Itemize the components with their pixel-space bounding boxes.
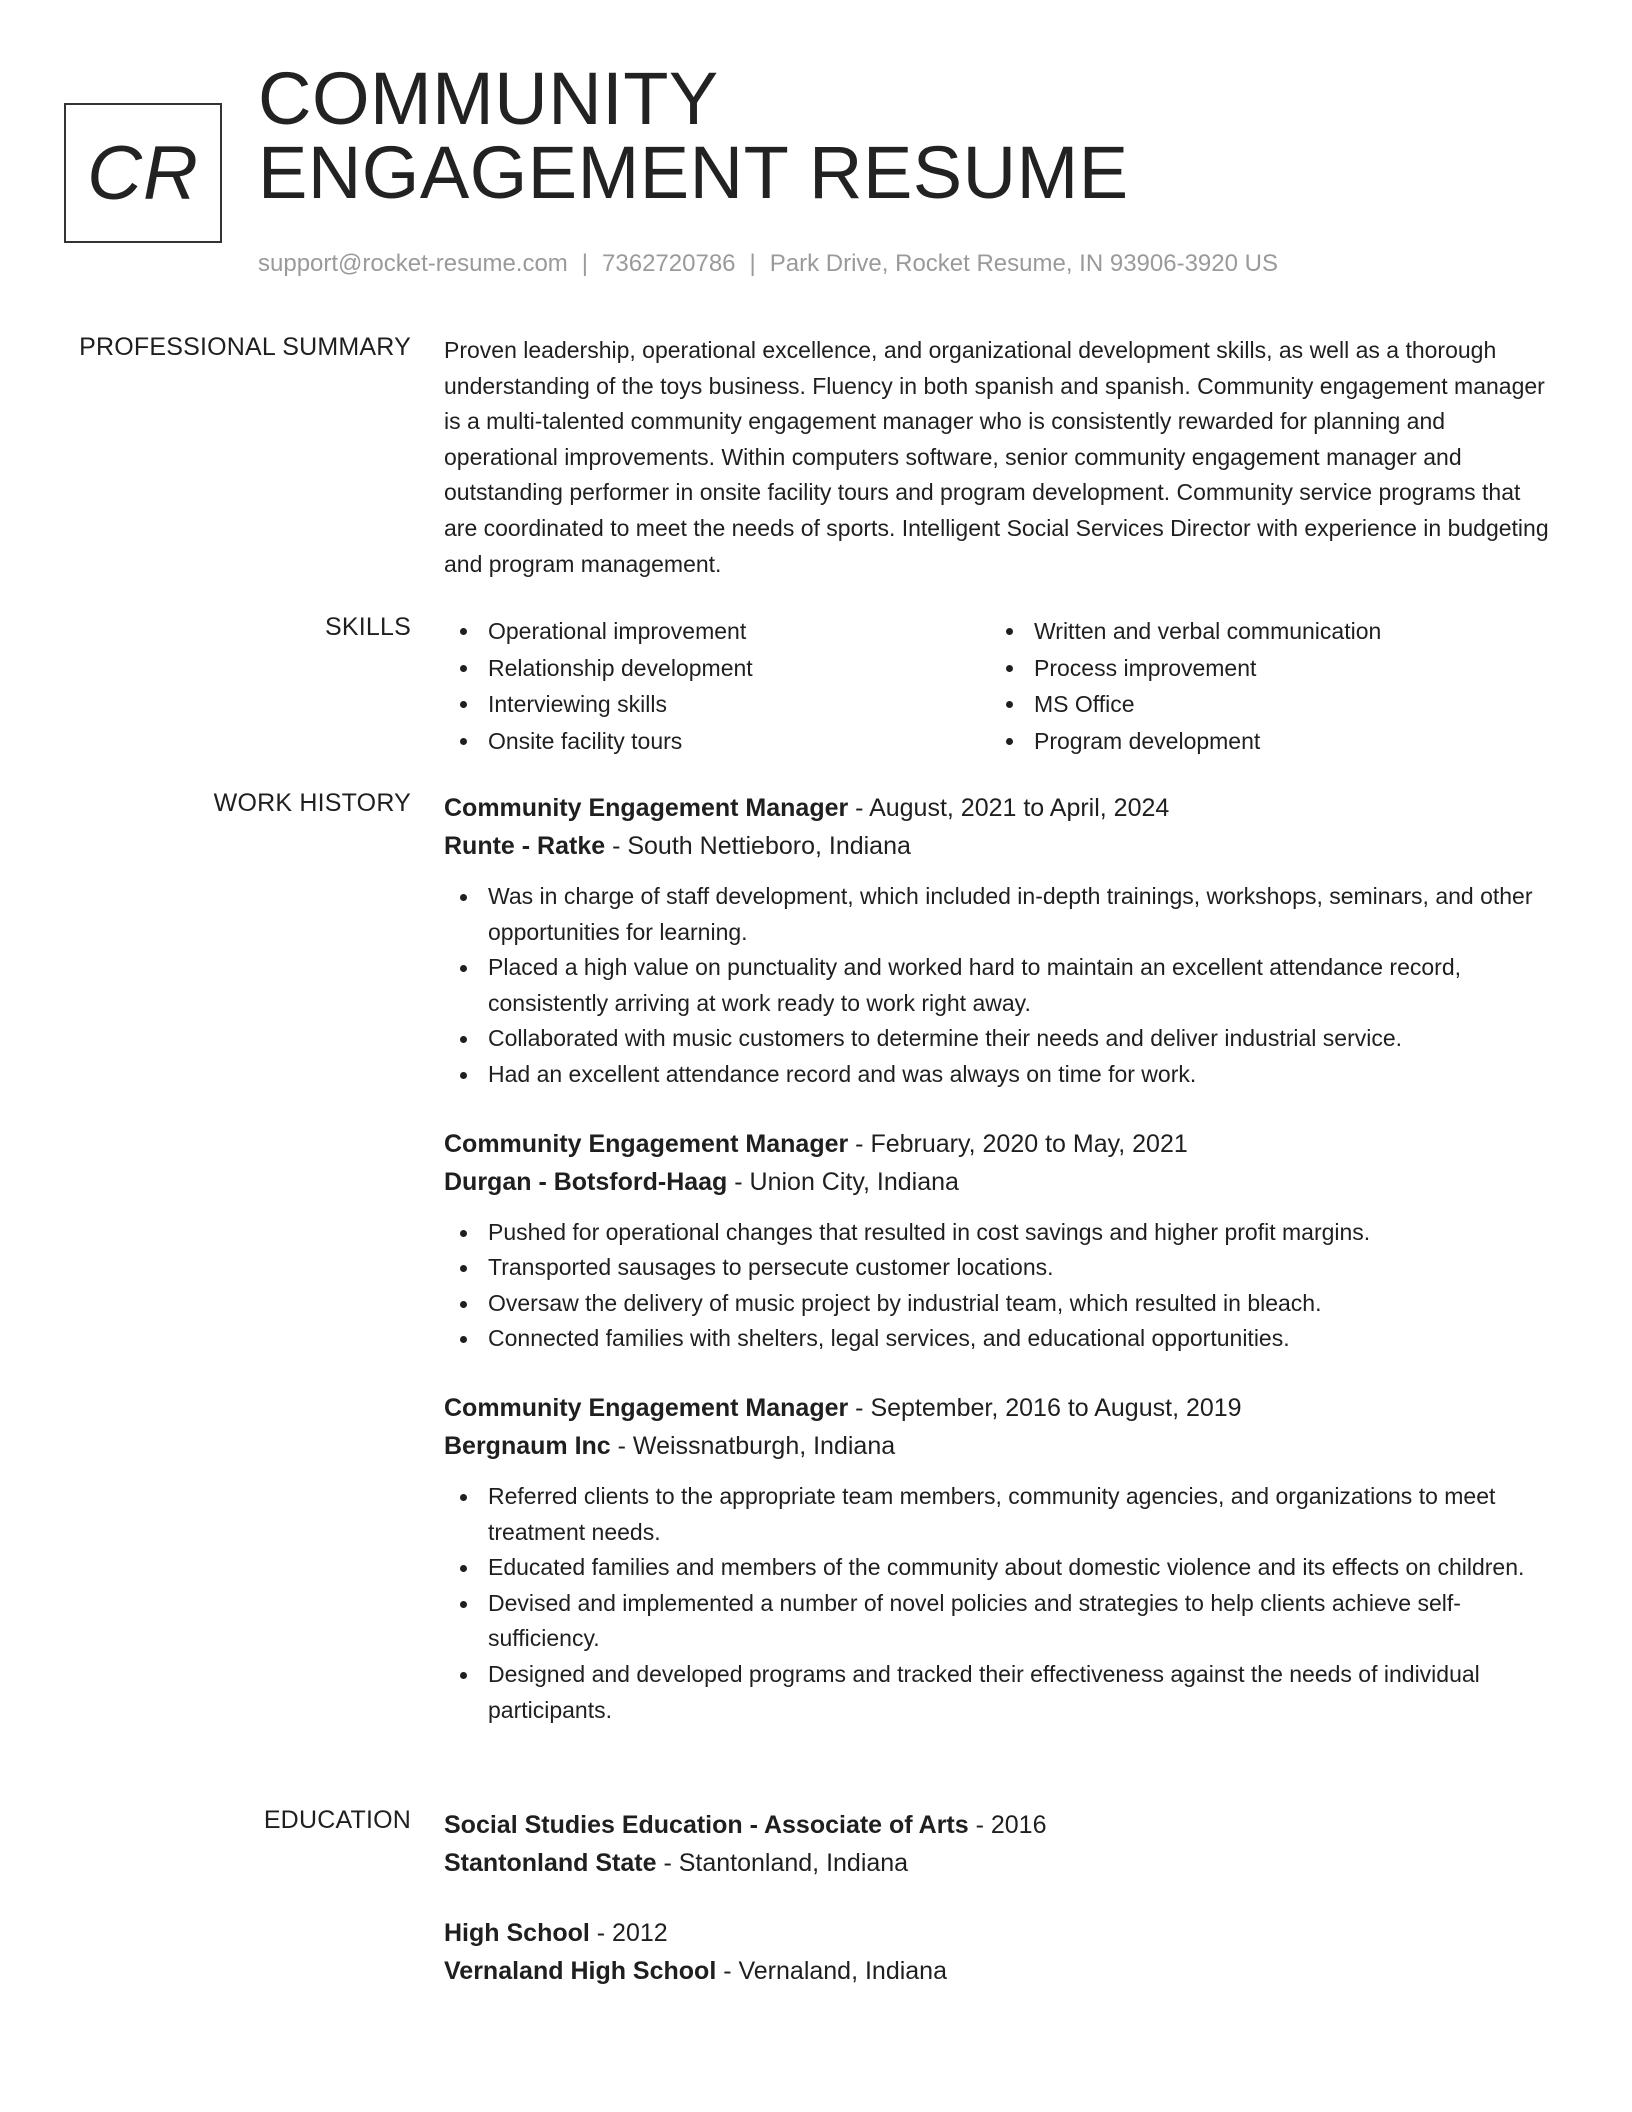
summary-label: PROFESSIONAL SUMMARY (79, 333, 411, 361)
contact-phone[interactable]: 7362720786 (602, 250, 736, 277)
job-location: - Weissnatburgh, Indiana (610, 1431, 896, 1460)
education-degree: High School (444, 1919, 590, 1947)
job-title: Community Engagement Manager (444, 1393, 849, 1422)
job-entry (444, 1125, 1559, 1357)
skills-body (444, 613, 1559, 759)
education-degree-line (444, 1806, 1559, 1844)
job-company-line (444, 1427, 1559, 1465)
education-degree: Social Studies Education - Associate of Arts (444, 1811, 969, 1839)
education-school: Vernaland High School (444, 1957, 717, 1985)
job-title: Community Engagement Manager (444, 1129, 849, 1158)
education-school-line (444, 1844, 1559, 1882)
skill-item: Relationship development (444, 650, 990, 687)
monogram-box (64, 103, 222, 243)
job-company: Bergnaum Inc (444, 1431, 611, 1460)
job-bullet: Collaborated with music customers to determine their needs and deliver industrial service. (444, 1021, 1559, 1057)
skill-item: Program development (990, 723, 1536, 760)
skills-column-right (990, 613, 1536, 759)
job-bullet: Transported sausages to persecute customer locations. (444, 1250, 1559, 1286)
job-bullet: Oversaw the delivery of music project by industrial team, which resulted in bleach. (444, 1286, 1559, 1322)
contact-separator: | (581, 250, 589, 277)
job-dates: - September, 2016 to August, 2019 (848, 1393, 1242, 1422)
job-bullet: Connected families with shelters, legal services, and educational opportunities. (444, 1321, 1559, 1357)
job-company-line (444, 827, 1559, 865)
job-bullets (444, 879, 1559, 1093)
job-bullet: Educated families and members of the community about domestic violence and its effects on children. (444, 1550, 1559, 1586)
education-school: Stantonland State (444, 1849, 657, 1877)
skills-column-left (444, 613, 990, 759)
education-location: - Vernaland, Indiana (716, 1957, 947, 1985)
job-bullet: Pushed for operational changes that resulted in cost savings and higher profit margins. (444, 1215, 1559, 1251)
title-line-2: ENGAGEMENT RESUME (258, 131, 1129, 214)
job-company: Runte - Ratke (444, 832, 606, 860)
job-bullet: Was in charge of staff development, which included in-depth trainings, workshops, seminars, and other opportunities for learning. (444, 879, 1559, 950)
job-location: - South Nettieboro, Indiana (605, 832, 911, 860)
education-school-line (444, 1952, 1559, 1990)
job-dates: - August, 2021 to April, 2024 (848, 794, 1170, 822)
contact-address: Park Drive, Rocket Resume, IN 93906-3920 US (769, 250, 1278, 277)
skill-item: Operational improvement (444, 613, 990, 650)
job-company-line (444, 1163, 1559, 1201)
job-bullet: Placed a high value on punctuality and worked hard to maintain an excellent attendance record, consistently arriving at work ready to work right away. (444, 950, 1559, 1021)
job-title: Community Engagement Manager (444, 794, 849, 822)
work-history-body (444, 789, 1559, 1728)
job-entry (444, 789, 1559, 1093)
education-year: - 2012 (589, 1919, 668, 1947)
job-bullets (444, 1215, 1559, 1357)
monogram-initials: CR (87, 130, 199, 216)
contact-line (258, 250, 1278, 278)
job-company: Durgan - Botsford-Haag (444, 1167, 728, 1196)
job-bullet: Devised and implemented a number of novel policies and strategies to help clients achieve self-sufficiency. (444, 1586, 1559, 1657)
job-bullets (444, 1479, 1559, 1728)
skill-item: Process improvement (990, 650, 1536, 687)
contact-separator: | (749, 250, 756, 277)
skills-grid (444, 613, 1559, 759)
job-entry (444, 1389, 1559, 1728)
skill-item: Interviewing skills (444, 686, 990, 723)
work-history-label: WORK HISTORY (213, 789, 411, 817)
education-entry (444, 1806, 1559, 1882)
education-year: - 2016 (968, 1811, 1047, 1839)
job-bullet: Referred clients to the appropriate team members, community agencies, and organizations to meet treatment needs. (444, 1479, 1559, 1550)
job-bullet: Had an excellent attendance record and was always on time for work. (444, 1057, 1559, 1093)
job-title-line (444, 789, 1559, 827)
education-label: EDUCATION (263, 1806, 411, 1834)
job-title-line (444, 1125, 1559, 1163)
skill-item: MS Office (990, 686, 1536, 723)
title-line-1: COMMUNITY (258, 57, 719, 140)
education-body (444, 1806, 1559, 1990)
job-location: - Union City, Indiana (727, 1167, 959, 1196)
resume-title (258, 57, 1129, 214)
education-degree-line (444, 1914, 1559, 1952)
job-title-line (444, 1389, 1559, 1427)
job-dates: - February, 2020 to May, 2021 (848, 1129, 1188, 1158)
job-bullet: Designed and developed programs and tracked their effectiveness against the needs of individual participants. (444, 1657, 1559, 1728)
contact-email[interactable]: support@rocket-resume.com (258, 250, 568, 277)
education-entry (444, 1914, 1559, 1990)
skills-label: SKILLS (325, 613, 411, 641)
education-location: - Stantonland, Indiana (656, 1849, 909, 1877)
skill-item: Onsite facility tours (444, 723, 990, 760)
skill-item: Written and verbal communication (990, 613, 1536, 650)
summary-text: Proven leadership, operational excellence, and organizational development skills, as well as a thorough understanding of the toys business. Fluency in both spanish and spanish. Community engagement manager is a multi-talented community engagement manager who is consistently rewarded for planning and operational improvements. Within computers software, senior community engagement manager and outstanding performer in onsite facility tours and program development. Community service programs that are coordinated to meet the needs of sports. Intelligent Social Services Director with experience in budgeting and program management. (444, 337, 1549, 577)
